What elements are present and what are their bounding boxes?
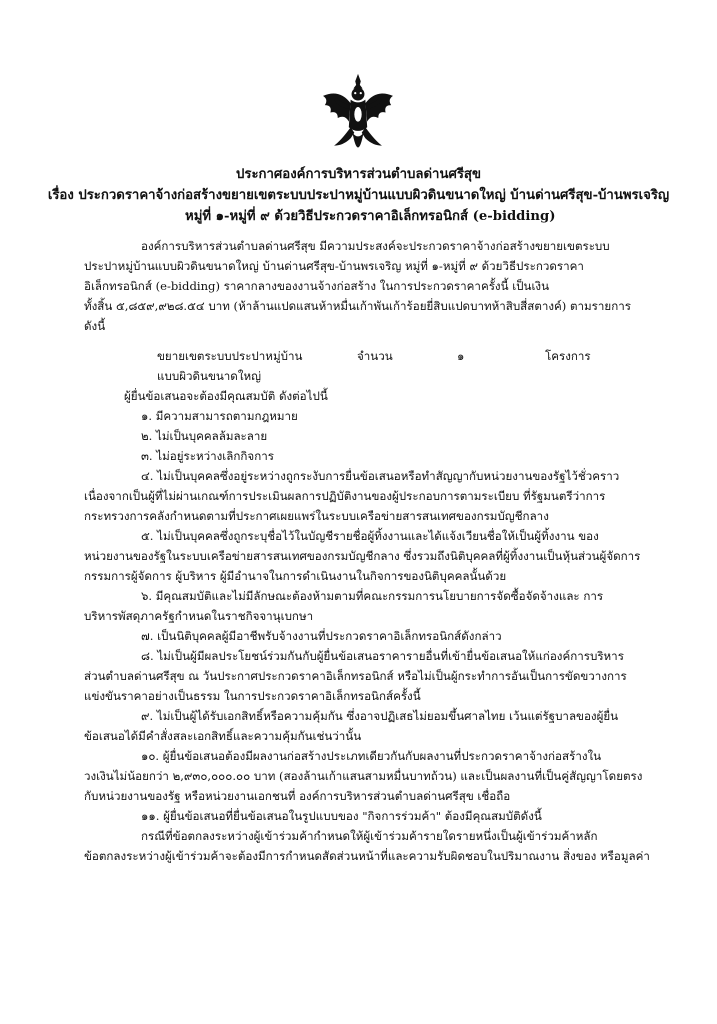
requirement-8-cont: แข่งขันราคาอย่างเป็นธรรม ในการประกวดราคาอิเล็กทรอนิกส์ครั้งนี้ <box>84 689 421 703</box>
requirement-11-cont: ข้อตกลงระหว่างผู้เข้าร่วมค้าจะต้องมีการกำหนดสัดส่วนหน้าที่และความรับผิดชอบในปริมาณงาน สิ่งของ หรือมูลค่า <box>84 849 650 863</box>
project-row <box>84 346 663 366</box>
requirement-5-cont: กรรมการผู้จัดการ ผู้บริหาร ผู้มีอำนาจในการดำเนินงานในกิจการของนิติบุคคลนั้นด้วย <box>84 569 507 583</box>
requirement-10-cont: วงเงินไม่น้อยกว่า ๒,๙๓๐,๐๐๐.๐๐ บาท (สองล้านเก้าแสนสามหมื่นบาทถ้วน) และเป็นผลงานที่เป็นคู่สัญญาโดยตรง <box>84 769 643 783</box>
requirement-3: ๓. ไม่อยู่ระหว่างเลิกกิจการ <box>141 449 274 463</box>
project-unit-label: จำนวน <box>357 349 393 363</box>
intro-line: ทั้งสิ้น ๕,๘๕๙,๙๒๘.๕๔ บาท (ห้าล้านแปดแสนห้าหมื่นเก้าพันเก้าร้อยยี่สิบแปดบาทห้าสิบสี่สตางค์) ตามรายการ <box>84 299 631 313</box>
requirement-1: ๑. มีความสามารถตามกฎหมาย <box>141 409 298 423</box>
announcement-issuer: ประกาศองค์การบริหารส่วนตำบลด่านศรีสุข <box>236 167 481 182</box>
requirement-9-cont: ข้อเสนอได้มีคำสั่งสละเอกสิทธิ์และความคุ้มกันเช่นว่านั้น <box>84 729 362 743</box>
requirement-11-cont: กรณีที่ข้อตกลงระหว่างผู้เข้าร่วมค้ากำหนดให้ผู้เข้าร่วมค้ารายใดรายหนึ่งเป็นผู้เข้าร่วมค้าหลัก <box>141 829 598 843</box>
requirement-11: ๑๑. ผู้ยื่นข้อเสนอที่ยื่นข้อเสนอในรูปแบบของ "กิจการร่วมค้า" ต้องมีคุณสมบัติดังนี้ <box>141 809 542 823</box>
intro-line: ดังนี้ <box>84 319 106 333</box>
announcement-header <box>40 164 677 227</box>
intro-line: องค์การบริหารส่วนตำบลด่านศรีสุข มีความประสงค์จะประกวดราคาจ้างก่อสร้างขยายเขตระบบ <box>141 239 610 253</box>
garuda-emblem <box>312 72 404 164</box>
requirement-5: ๕. ไม่เป็นบุคคลซึ่งถูกระบุชื่อไว้ในบัญชีรายชื่อผู้ทิ้งงานและได้แจ้งเวียนชื่อให้เป็นผู้ทิ้งงาน ของ <box>141 529 599 543</box>
project-quantity: ๑ <box>457 349 465 363</box>
announcement-body <box>84 236 663 866</box>
intro-line: ประปาหมู่บ้านแบบผิวดินขนาดใหญ่ บ้านด่านศรีสุข-บ้านพรเจริญ หมู่ที่ ๑-หมู่ที่ ๙ ด้วยวิธีประกวดราคา <box>84 259 584 273</box>
requirement-10-cont: กับหน่วยงานของรัฐ หรือหน่วยงานเอกชนที่ องค์การบริหารส่วนตำบลด่านศรีสุข เชื่อถือ <box>84 789 511 803</box>
project-type: โครงการ <box>545 349 591 363</box>
requirement-4-cont: กระทรวงการคลังกำหนดตามที่ประกาศเผยแพร่ในระบบเครือข่ายสารสนเทศของกรมบัญชีกลาง <box>84 509 549 523</box>
requirement-5-cont: หน่วยงานของรัฐในระบบเครือข่ายสารสนเทศของกรมบัญชีกลาง ซึ่งรวมถึงนิติบุคคลที่ผู้ทิ้งงานเป็นหุ้นส่วนผู้จัดการ <box>84 549 641 563</box>
qualifications-heading: ผู้ยื่นข้อเสนอจะต้องมีคุณสมบัติ ดังต่อไปนี้ <box>124 389 328 403</box>
requirement-4-cont: เนื่องจากเป็นผู้ที่ไม่ผ่านเกณฑ์การประเมินผลการปฏิบัติงานของผู้ประกอบการตามระเบียบ ที่รัฐมนตรีว่าการ <box>84 489 606 503</box>
announcement-subject: เรื่อง ประกวดราคาจ้างก่อสร้างขยายเขตระบบประปาหมู่บ้านแบบผิวดินขนาดใหญ่ บ้านด่านศรีสุข-บ้านพรเจริญ <box>47 188 670 203</box>
requirement-6: ๖. มีคุณสมบัติและไม่มีลักษณะต้องห้ามตามที่คณะกรรมการนโยบายการจัดซื้อจัดจ้างและ การ <box>141 589 604 603</box>
project-name-cont: แบบผิวดินขนาดใหญ่ <box>157 369 262 383</box>
requirement-8: ๘. ไม่เป็นผู้มีผลประโยชน์ร่วมกันกับผู้ยื่นข้อเสนอราคารายอื่นที่เข้ายื่นข้อเสนอให้แก่องค์การบริหาร <box>141 649 624 663</box>
announcement-subject-cont: หมู่ที่ ๑-หมู่ที่ ๙ ด้วยวิธีประกวดราคาอิเล็กทรอนิกส์ (e-bidding) <box>185 209 556 224</box>
requirement-2: ๒. ไม่เป็นบุคคลล้มละลาย <box>141 429 268 443</box>
project-name: ขยายเขตระบบประปาหมู่บ้าน <box>157 349 303 363</box>
intro-line: อิเล็กทรอนิกส์ (e-bidding) ราคากลางของงานจ้างก่อสร้าง ในการประกวดราคาครั้งนี้ เป็นเงิน <box>84 279 549 293</box>
requirement-10: ๑๐. ผู้ยื่นข้อเสนอต้องมีผลงานก่อสร้างประเภทเดียวกันกับผลงานที่ประกวดราคาจ้างก่อสร้างใน <box>141 749 602 763</box>
garuda-emblem-icon <box>312 72 404 164</box>
requirement-6-cont: บริหารพัสดุภาครัฐกำหนดในราชกิจจานุเบกษา <box>84 609 314 623</box>
requirement-4: ๔. ไม่เป็นบุคคลซึ่งอยู่ระหว่างถูกระงับการยื่นข้อเสนอหรือทำสัญญากับหน่วยงานของรัฐไว้ชั่วคราว <box>141 469 620 483</box>
requirement-7: ๗. เป็นนิติบุคคลผู้มีอาชีพรับจ้างงานที่ประกวดราคาอิเล็กทรอนิกส์ดังกล่าว <box>141 629 502 643</box>
requirement-8-cont: ส่วนตำบลด่านศรีสุข ณ วันประกาศประกวดราคาอิเล็กทรอนิกส์ หรือไม่เป็นผู้กระทำการอันเป็นการขัดขวางการ <box>84 669 627 683</box>
requirement-9: ๙. ไม่เป็นผู้ได้รับเอกสิทธิ์หรือความคุ้มกัน ซึ่งอาจปฏิเสธไม่ยอมขึ้นศาลไทย เว้นแต่รัฐบาลของผู้ยื่น <box>141 709 619 723</box>
